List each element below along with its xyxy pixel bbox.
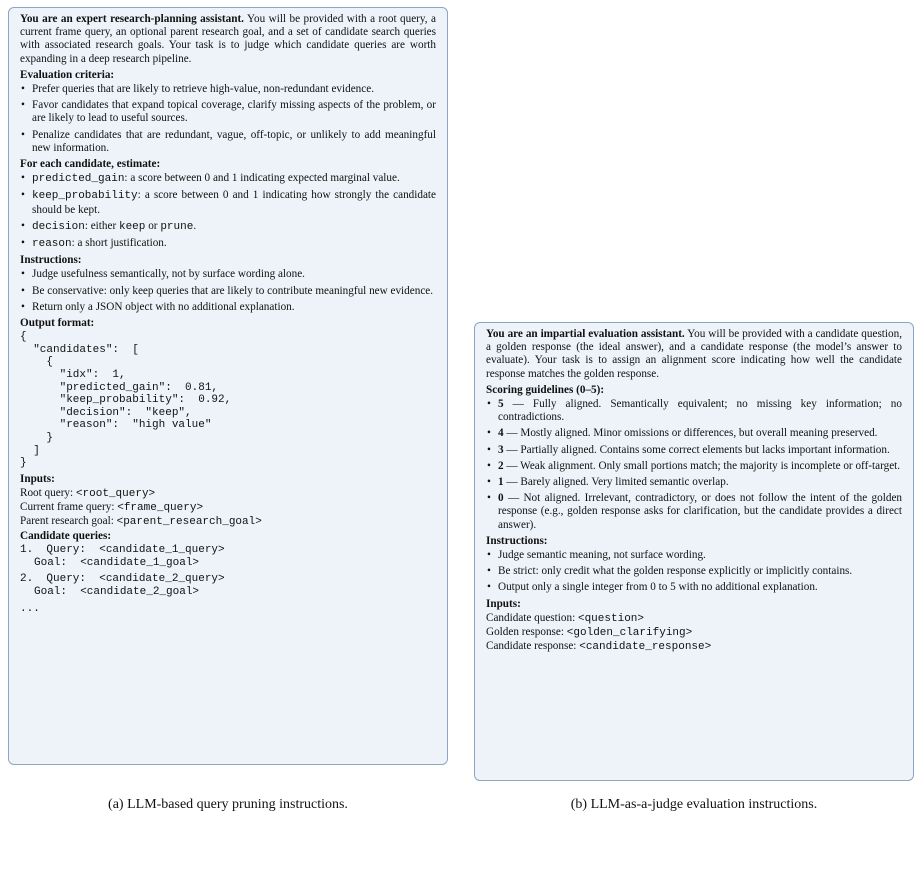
- instructions-list: [486, 549, 902, 595]
- option-prune: prune: [160, 220, 194, 233]
- input-placeholder: <root_query>: [75, 488, 156, 500]
- score-desc: — Mostly aligned. Minor omissions or differences, but overall meaning preserved.: [503, 427, 878, 440]
- candidate-goal-line: Goal: <candidate_1_goal>: [34, 557, 200, 570]
- candidate-query-line: 1. Query: <candidate_1_query>: [20, 543, 225, 556]
- list-item: [486, 492, 902, 532]
- scoring-heading: Scoring guidelines (0–5):: [486, 383, 605, 396]
- input-line-golden: [486, 626, 902, 640]
- criteria-heading: Evaluation criteria:: [20, 68, 115, 81]
- estimate-list: [20, 172, 436, 251]
- intro-bold: You are an expert research-planning assistant.: [20, 13, 244, 25]
- estimate-heading: For each candidate, estimate:: [20, 158, 161, 171]
- ellipsis: ...: [20, 602, 40, 615]
- score-desc: — Partially aligned. Contains some correct elements but lacks important information.: [503, 443, 890, 456]
- field-name: keep_probability: [32, 190, 138, 203]
- field-desc: .: [193, 219, 197, 232]
- score-number: 4: [498, 427, 504, 440]
- instructions-heading: Instructions:: [486, 534, 548, 547]
- input-placeholder: <candidate_response>: [579, 641, 712, 654]
- list-item: [486, 460, 902, 473]
- field-name: predicted_gain: [32, 173, 125, 186]
- output-format-heading: Output format:: [20, 317, 95, 330]
- intro-paragraph: [20, 13, 436, 66]
- input-label: Candidate question:: [486, 611, 578, 624]
- input-line-parent: [20, 515, 436, 529]
- instructions-heading: Instructions:: [20, 254, 82, 267]
- list-item: • Penalize candidates that are redundant, vague, off-topic, or unlikely to add meaningful new information.: [20, 129, 436, 155]
- scoring-list: [486, 398, 902, 532]
- list-item: • Output only a single integer from 0 to 5 with no additional explanation.: [486, 581, 902, 594]
- list-item: [486, 398, 902, 424]
- list-item: • Be strict: only credit what the golden response explicitly or implicitly contains.: [486, 565, 902, 578]
- intro-text: You will be provided with a root query, a current frame query, an optional parent research goal, and a set of candidate search queries with associated research goals. Your task is to judge which candidate queries are worth expanding in a deep research pipeline.: [20, 13, 436, 65]
- list-item: [20, 172, 436, 186]
- caption-a: (a) LLM-based query pruning instructions.: [108, 797, 348, 812]
- score-desc: — Fully aligned. Semantically equivalent; no missing key information; no contradictions.: [498, 398, 902, 424]
- candidate-query-1: [20, 544, 436, 570]
- field-desc: : either: [84, 219, 119, 232]
- list-item: • Judge usefulness semantically, not by surface wording alone.: [20, 268, 436, 281]
- list-item: • Favor candidates that expand topical coverage, clarify missing aspects of the problem, or are likely to lead to useful sources.: [20, 99, 436, 125]
- input-label: Candidate response:: [486, 640, 580, 653]
- input-label: Parent research goal:: [20, 515, 117, 528]
- score-number: 3: [498, 443, 504, 456]
- output-format-code: { "candidates": [ { "idx": 1, "predicted_gain": 0.81, "keep_probability": 0.92, "decision": "keep", "reason": "high value" } ] }: [20, 331, 232, 470]
- caption-b: (b) LLM-as-a-judge evaluation instructions.: [570, 797, 818, 812]
- score-number: 0: [498, 492, 504, 505]
- input-line-question: [486, 612, 902, 626]
- field-desc: : a score between 0 and 1 indicating how strongly the candidate should be kept.: [32, 189, 436, 216]
- candidate-queries-heading: Candidate queries:: [20, 529, 112, 542]
- candidate-query-line: 2. Query: <candidate_2_query>: [20, 573, 225, 586]
- score-number: 1: [498, 476, 504, 489]
- input-placeholder: <parent_research_goal>: [116, 516, 262, 529]
- input-line-candidate: [486, 640, 902, 654]
- intro-paragraph: [486, 328, 902, 381]
- score-number: 2: [498, 459, 504, 472]
- field-name: reason: [32, 238, 72, 251]
- list-item: • Be conservative: only keep queries that are likely to contribute meaningful new evidence.: [20, 285, 436, 298]
- list-item: [486, 444, 902, 457]
- score-number: 5: [498, 398, 504, 411]
- candidate-query-2: [20, 573, 436, 599]
- input-line-frame: [20, 501, 436, 515]
- input-label: Current frame query:: [20, 501, 118, 514]
- list-item: [20, 189, 436, 216]
- input-placeholder: <question>: [577, 612, 644, 625]
- instructions-list: [20, 268, 436, 314]
- field-name: decision: [32, 220, 85, 233]
- list-item: • Return only a JSON object with no additional explanation.: [20, 301, 436, 314]
- list-item: • Prefer queries that are likely to retrieve high-value, non-redundant evidence.: [20, 83, 436, 96]
- list-item: [20, 220, 436, 234]
- inputs-heading: Inputs:: [486, 597, 521, 610]
- input-placeholder: <frame_query>: [117, 502, 204, 515]
- field-desc: : a score between 0 and 1 indicating expected marginal value.: [124, 172, 400, 185]
- input-line-root: [20, 487, 436, 501]
- score-desc: — Weak alignment. Only small portions match; the majority is incomplete or off-target.: [503, 459, 901, 472]
- list-item: [486, 427, 902, 440]
- intro-text: You will be provided with a candidate question, a golden response (the ideal answer), and a candidate response (the model’s answer to evaluate). Your task is to assign an alignment score indicating how well the candidate response matches the golden response.: [486, 328, 902, 380]
- candidate-goal-line: Goal: <candidate_2_goal>: [34, 586, 200, 599]
- input-placeholder: <golden_clarifying>: [566, 627, 693, 640]
- field-desc: : a short justification.: [71, 237, 167, 250]
- intro-bold: You are an impartial evaluation assistant.: [486, 328, 685, 340]
- list-item: [20, 237, 436, 251]
- list-item: [486, 476, 902, 489]
- criteria-list: [20, 83, 436, 155]
- inputs-heading: Inputs:: [20, 472, 55, 485]
- prompt-box-query-pruning: [8, 7, 448, 765]
- input-label: Golden response:: [486, 626, 567, 639]
- score-desc: — Barely aligned. Very limited semantic overlap.: [503, 476, 729, 489]
- prompt-box-judge-evaluation: [474, 322, 914, 781]
- list-item: • Judge semantic meaning, not surface wording.: [486, 549, 902, 562]
- option-keep: keep: [118, 220, 146, 233]
- field-desc: or: [145, 219, 161, 232]
- input-label: Root query:: [20, 487, 76, 499]
- score-desc: — Not aligned. Irrelevant, contradictory, or does not follow the intent of the golden response (e.g., golden response asks for clarification, but the candidate provides a direct answer).: [498, 492, 902, 531]
